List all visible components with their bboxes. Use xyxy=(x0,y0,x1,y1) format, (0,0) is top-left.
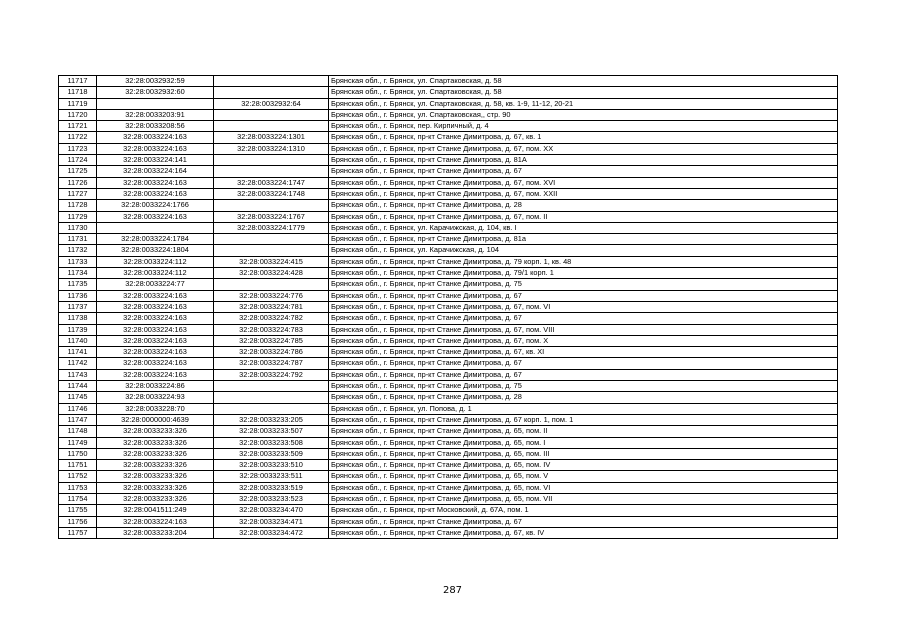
table-row xyxy=(59,358,838,369)
related-cadastral-number-cell: 32:28:0033233:519 xyxy=(214,482,329,493)
cadastral-number-cell: 32:28:0033224:163 xyxy=(97,313,214,324)
table-row xyxy=(59,505,838,516)
cadastral-number-cell: 32:28:0033203:91 xyxy=(97,109,214,120)
related-cadastral-number-cell xyxy=(214,200,329,211)
row-number-cell: 11736 xyxy=(59,290,97,301)
cadastral-number-cell: 32:28:0033224:163 xyxy=(97,335,214,346)
related-cadastral-number-cell xyxy=(214,245,329,256)
cadastral-number-cell: 32:28:0033224:1766 xyxy=(97,200,214,211)
cadastral-number-cell: 32:28:0033224:163 xyxy=(97,132,214,143)
address-cell: Брянская обл., г. Брянск, пр-кт Станке Димитрова, д. 67 xyxy=(329,369,838,380)
related-cadastral-number-cell: 32:28:0033233:507 xyxy=(214,426,329,437)
related-cadastral-number-cell: 32:28:0033224:787 xyxy=(214,358,329,369)
related-cadastral-number-cell xyxy=(214,403,329,414)
cadastral-number-cell: 32:28:0033224:163 xyxy=(97,177,214,188)
table-row xyxy=(59,369,838,380)
table-row xyxy=(59,155,838,166)
related-cadastral-number-cell: 32:28:0033233:523 xyxy=(214,493,329,504)
address-cell: Брянская обл., г. Брянск, пр-кт Станке Димитрова, д. 67 корп. 1, пом. 1 xyxy=(329,414,838,425)
row-number-cell: 11718 xyxy=(59,87,97,98)
address-cell: Брянская обл., г. Брянск, пр-кт Станке Димитрова, д. 81а xyxy=(329,234,838,245)
row-number-cell: 11750 xyxy=(59,448,97,459)
related-cadastral-number-cell: 32:28:0033233:511 xyxy=(214,471,329,482)
row-number-cell: 11734 xyxy=(59,268,97,279)
table-row xyxy=(59,188,838,199)
address-cell: Брянская обл., г. Брянск, пр-кт Станке Димитрова, д. 28 xyxy=(329,200,838,211)
related-cadastral-number-cell xyxy=(214,109,329,120)
row-number-cell: 11725 xyxy=(59,166,97,177)
address-cell: Брянская обл., г. Брянск, пр-кт Станке Димитрова, д. 67, пом. XVI xyxy=(329,177,838,188)
related-cadastral-number-cell: 32:28:0033234:470 xyxy=(214,505,329,516)
row-number-cell: 11727 xyxy=(59,188,97,199)
related-cadastral-number-cell: 32:28:0033224:786 xyxy=(214,347,329,358)
row-number-cell: 11757 xyxy=(59,527,97,538)
cadastral-number-cell: 32:28:0033224:163 xyxy=(97,358,214,369)
row-number-cell: 11732 xyxy=(59,245,97,256)
related-cadastral-number-cell: 32:28:0033224:783 xyxy=(214,324,329,335)
page-number: 287 xyxy=(442,585,463,596)
row-number-cell: 11728 xyxy=(59,200,97,211)
address-cell: Брянская обл., г. Брянск, пр-кт Станке Димитрова, д. 75 xyxy=(329,381,838,392)
table-row xyxy=(59,121,838,132)
table-row xyxy=(59,347,838,358)
table-row xyxy=(59,166,838,177)
cadastral-number-cell: 32:28:0033233:204 xyxy=(97,527,214,538)
table-row xyxy=(59,245,838,256)
address-cell: Брянская обл., г. Брянск, пр-кт Станке Димитрова, д. 67, кв. XI xyxy=(329,347,838,358)
related-cadastral-number-cell: 32:28:0033224:776 xyxy=(214,290,329,301)
cadastral-number-cell: 32:28:0033224:93 xyxy=(97,392,214,403)
row-number-cell: 11744 xyxy=(59,381,97,392)
table-row xyxy=(59,414,838,425)
table-row xyxy=(59,437,838,448)
address-cell: Брянская обл., г. Брянск, ул. Попова, д. 1 xyxy=(329,403,838,414)
address-cell: Брянская обл., г. Брянск, пер. Кирпичный, д. 4 xyxy=(329,121,838,132)
related-cadastral-number-cell xyxy=(214,76,329,87)
related-cadastral-number-cell: 32:28:0033224:792 xyxy=(214,369,329,380)
address-cell: Брянская обл., г. Брянск, пр-кт Станке Димитрова, д. 75 xyxy=(329,279,838,290)
address-cell: Брянская обл., г. Брянск, ул. Спартаковская,, стр. 90 xyxy=(329,109,838,120)
row-number-cell: 11754 xyxy=(59,493,97,504)
table-row xyxy=(59,313,838,324)
address-cell: Брянская обл., г. Брянск, ул. Спартаковская, д. 58 xyxy=(329,87,838,98)
cadastral-number-cell: 32:28:0033233:326 xyxy=(97,448,214,459)
related-cadastral-number-cell: 32:28:0032932:64 xyxy=(214,98,329,109)
row-number-cell: 11738 xyxy=(59,313,97,324)
table-row xyxy=(59,381,838,392)
address-cell: Брянская обл., г. Брянск, пр-кт Станке Димитрова, д. 65, пом. I xyxy=(329,437,838,448)
row-number-cell: 11748 xyxy=(59,426,97,437)
related-cadastral-number-cell: 32:28:0033224:428 xyxy=(214,268,329,279)
address-cell: Брянская обл., г. Брянск, ул. Спартаковская, д. 58 xyxy=(329,76,838,87)
related-cadastral-number-cell: 32:28:0033224:785 xyxy=(214,335,329,346)
related-cadastral-number-cell xyxy=(214,279,329,290)
cadastral-number-cell: 32:28:0033224:1784 xyxy=(97,234,214,245)
table-row xyxy=(59,132,838,143)
row-number-cell: 11739 xyxy=(59,324,97,335)
cadastral-number-cell: 32:28:0033208:56 xyxy=(97,121,214,132)
row-number-cell: 11726 xyxy=(59,177,97,188)
cadastral-number-cell: 32:28:0032932:60 xyxy=(97,87,214,98)
address-cell: Брянская обл., г. Брянск, пр-кт Станке Димитрова, д. 67 xyxy=(329,516,838,527)
table-row xyxy=(59,335,838,346)
cadastral-number-cell: 32:28:0033224:1804 xyxy=(97,245,214,256)
table-row xyxy=(59,392,838,403)
row-number-cell: 11737 xyxy=(59,301,97,312)
table-row xyxy=(59,516,838,527)
row-number-cell: 11720 xyxy=(59,109,97,120)
address-cell: Брянская обл., г. Брянск, пр-кт Станке Димитрова, д. 67, кв. 1 xyxy=(329,132,838,143)
address-cell: Брянская обл., г. Брянск, пр-кт Станке Димитрова, д. 81А xyxy=(329,155,838,166)
cadastral-number-cell: 32:28:0033233:326 xyxy=(97,471,214,482)
related-cadastral-number-cell: 32:28:0033224:415 xyxy=(214,256,329,267)
related-cadastral-number-cell: 32:28:0033233:508 xyxy=(214,437,329,448)
cadastral-number-cell: 32:28:0033233:326 xyxy=(97,493,214,504)
table-row xyxy=(59,493,838,504)
row-number-cell: 11729 xyxy=(59,211,97,222)
related-cadastral-number-cell: 32:28:0033224:1779 xyxy=(214,222,329,233)
cadastral-number-cell: 32:28:0033224:86 xyxy=(97,381,214,392)
cadastral-number-cell: 32:28:0033224:163 xyxy=(97,188,214,199)
row-number-cell: 11721 xyxy=(59,121,97,132)
row-number-cell: 11731 xyxy=(59,234,97,245)
related-cadastral-number-cell: 32:28:0033224:781 xyxy=(214,301,329,312)
address-cell: Брянская обл., г. Брянск, ул. Спартаковская, д. 58, кв. 1-9, 11-12, 20-21 xyxy=(329,98,838,109)
related-cadastral-number-cell xyxy=(214,234,329,245)
address-cell: Брянская обл., г. Брянск, пр-кт Станке Димитрова, д. 28 xyxy=(329,392,838,403)
table-row xyxy=(59,200,838,211)
row-number-cell: 11743 xyxy=(59,369,97,380)
cadastral-number-cell: 32:28:0033224:163 xyxy=(97,143,214,154)
table-row xyxy=(59,426,838,437)
table-row xyxy=(59,460,838,471)
row-number-cell: 11747 xyxy=(59,414,97,425)
cadastral-number-cell: 32:28:0032932:59 xyxy=(97,76,214,87)
row-number-cell: 11746 xyxy=(59,403,97,414)
cadastral-number-cell: 32:28:0041511:249 xyxy=(97,505,214,516)
row-number-cell: 11751 xyxy=(59,460,97,471)
address-cell: Брянская обл., г. Брянск, пр-кт Станке Димитрова, д. 65, пом. VI xyxy=(329,482,838,493)
table-row xyxy=(59,87,838,98)
cadastral-number-cell: 32:28:0033233:326 xyxy=(97,426,214,437)
cadastral-number-cell: 32:28:0033228:70 xyxy=(97,403,214,414)
address-cell: Брянская обл., г. Брянск, пр-кт Станке Димитрова, д. 67, пом. XX xyxy=(329,143,838,154)
cadastral-number-cell: 32:28:0033224:163 xyxy=(97,301,214,312)
related-cadastral-number-cell xyxy=(214,87,329,98)
related-cadastral-number-cell: 32:28:0033233:205 xyxy=(214,414,329,425)
table-row xyxy=(59,256,838,267)
row-number-cell: 11752 xyxy=(59,471,97,482)
row-number-cell: 11755 xyxy=(59,505,97,516)
related-cadastral-number-cell xyxy=(214,121,329,132)
cadastral-number-cell: 32:28:0033224:163 xyxy=(97,347,214,358)
related-cadastral-number-cell xyxy=(214,166,329,177)
cadastral-number-cell: 32:28:0033224:163 xyxy=(97,290,214,301)
cadastral-number-cell: 32:28:0033224:163 xyxy=(97,369,214,380)
address-cell: Брянская обл., г. Брянск, пр-кт Станке Димитрова, д. 67 xyxy=(329,166,838,177)
table-row xyxy=(59,301,838,312)
cadastral-number-cell xyxy=(97,98,214,109)
cadastral-number-cell: 32:28:0033224:77 xyxy=(97,279,214,290)
cadastral-number-cell: 32:28:0000000:4639 xyxy=(97,414,214,425)
cadastral-number-cell: 32:28:0033233:326 xyxy=(97,482,214,493)
related-cadastral-number-cell: 32:28:0033224:1748 xyxy=(214,188,329,199)
cadastral-number-cell: 32:28:0033224:141 xyxy=(97,155,214,166)
address-cell: Брянская обл., г. Брянск, пр-кт Станке Димитрова, д. 67, кв. IV xyxy=(329,527,838,538)
table-row xyxy=(59,222,838,233)
address-cell: Брянская обл., г. Брянск, пр-кт Станке Димитрова, д. 65, пом. VII xyxy=(329,493,838,504)
address-cell: Брянская обл., г. Брянск, ул. Карачижская, д. 104 xyxy=(329,245,838,256)
table-row xyxy=(59,109,838,120)
cadastral-number-cell: 32:28:0033224:163 xyxy=(97,211,214,222)
row-number-cell: 11724 xyxy=(59,155,97,166)
address-cell: Брянская обл., г. Брянск, пр-кт Станке Димитрова, д. 67, пом. X xyxy=(329,335,838,346)
registry-table-body xyxy=(59,76,838,539)
cadastral-number-cell: 32:28:0033233:326 xyxy=(97,460,214,471)
property-registry-table xyxy=(58,75,838,539)
table-row xyxy=(59,324,838,335)
table-row xyxy=(59,143,838,154)
table-row xyxy=(59,177,838,188)
table-row xyxy=(59,234,838,245)
row-number-cell: 11742 xyxy=(59,358,97,369)
related-cadastral-number-cell: 32:28:0033224:1747 xyxy=(214,177,329,188)
cadastral-number-cell: 32:28:0033224:164 xyxy=(97,166,214,177)
address-cell: Брянская обл., г. Брянск, пр-кт Станке Димитрова, д. 67, пом. XXII xyxy=(329,188,838,199)
address-cell: Брянская обл., г. Брянск, пр-кт Станке Димитрова, д. 65, пом. V xyxy=(329,471,838,482)
address-cell: Брянская обл., г. Брянск, пр-кт Московский, д. 67А, пом. 1 xyxy=(329,505,838,516)
row-number-cell: 11717 xyxy=(59,76,97,87)
table-row xyxy=(59,279,838,290)
related-cadastral-number-cell: 32:28:0033224:1767 xyxy=(214,211,329,222)
cadastral-number-cell: 32:28:0033224:112 xyxy=(97,268,214,279)
row-number-cell: 11723 xyxy=(59,143,97,154)
cadastral-number-cell: 32:28:0033224:112 xyxy=(97,256,214,267)
cadastral-number-cell: 32:28:0033224:163 xyxy=(97,516,214,527)
row-number-cell: 11756 xyxy=(59,516,97,527)
address-cell: Брянская обл., г. Брянск, пр-кт Станке Димитрова, д. 65, пом. III xyxy=(329,448,838,459)
table-row xyxy=(59,471,838,482)
related-cadastral-number-cell xyxy=(214,392,329,403)
row-number-cell: 11730 xyxy=(59,222,97,233)
cadastral-number-cell xyxy=(97,222,214,233)
related-cadastral-number-cell: 32:28:0033233:510 xyxy=(214,460,329,471)
related-cadastral-number-cell: 32:28:0033233:509 xyxy=(214,448,329,459)
row-number-cell: 11719 xyxy=(59,98,97,109)
table-row xyxy=(59,482,838,493)
table-row xyxy=(59,268,838,279)
table-row xyxy=(59,98,838,109)
table-row xyxy=(59,403,838,414)
table-row xyxy=(59,527,838,538)
cadastral-number-cell: 32:28:0033233:326 xyxy=(97,437,214,448)
row-number-cell: 11722 xyxy=(59,132,97,143)
table-row xyxy=(59,290,838,301)
row-number-cell: 11740 xyxy=(59,335,97,346)
row-number-cell: 11733 xyxy=(59,256,97,267)
row-number-cell: 11745 xyxy=(59,392,97,403)
related-cadastral-number-cell xyxy=(214,155,329,166)
row-number-cell: 11753 xyxy=(59,482,97,493)
address-cell: Брянская обл., г. Брянск, пр-кт Станке Димитрова, д. 79 корп. 1, кв. 48 xyxy=(329,256,838,267)
related-cadastral-number-cell: 32:28:0033224:782 xyxy=(214,313,329,324)
related-cadastral-number-cell: 32:28:0033234:472 xyxy=(214,527,329,538)
address-cell: Брянская обл., г. Брянск, пр-кт Станке Димитрова, д. 67, пом. VI xyxy=(329,301,838,312)
related-cadastral-number-cell: 32:28:0033224:1310 xyxy=(214,143,329,154)
address-cell: Брянская обл., г. Брянск, пр-кт Станке Димитрова, д. 67, пом. VIII xyxy=(329,324,838,335)
address-cell: Брянская обл., г. Брянск, пр-кт Станке Димитрова, д. 65, пом. IV xyxy=(329,460,838,471)
table-row xyxy=(59,211,838,222)
row-number-cell: 11735 xyxy=(59,279,97,290)
table-row xyxy=(59,448,838,459)
address-cell: Брянская обл., г. Брянск, пр-кт Станке Димитрова, д. 67 xyxy=(329,290,838,301)
address-cell: Брянская обл., г. Брянск, ул. Карачижская, д. 104, кв. I xyxy=(329,222,838,233)
related-cadastral-number-cell xyxy=(214,381,329,392)
related-cadastral-number-cell: 32:28:0033234:471 xyxy=(214,516,329,527)
row-number-cell: 11749 xyxy=(59,437,97,448)
table-row xyxy=(59,76,838,87)
related-cadastral-number-cell: 32:28:0033224:1301 xyxy=(214,132,329,143)
address-cell: Брянская обл., г. Брянск, пр-кт Станке Димитрова, д. 79/1 корп. 1 xyxy=(329,268,838,279)
address-cell: Брянская обл., г. Брянск, пр-кт Станке Димитрова, д. 65, пом. II xyxy=(329,426,838,437)
address-cell: Брянская обл., г. Брянск, пр-кт Станке Димитрова, д. 67 xyxy=(329,313,838,324)
address-cell: Брянская обл., г. Брянск, пр-кт Станке Димитрова, д. 67 xyxy=(329,358,838,369)
row-number-cell: 11741 xyxy=(59,347,97,358)
address-cell: Брянская обл., г. Брянск, пр-кт Станке Димитрова, д. 67, пом. II xyxy=(329,211,838,222)
cadastral-number-cell: 32:28:0033224:163 xyxy=(97,324,214,335)
